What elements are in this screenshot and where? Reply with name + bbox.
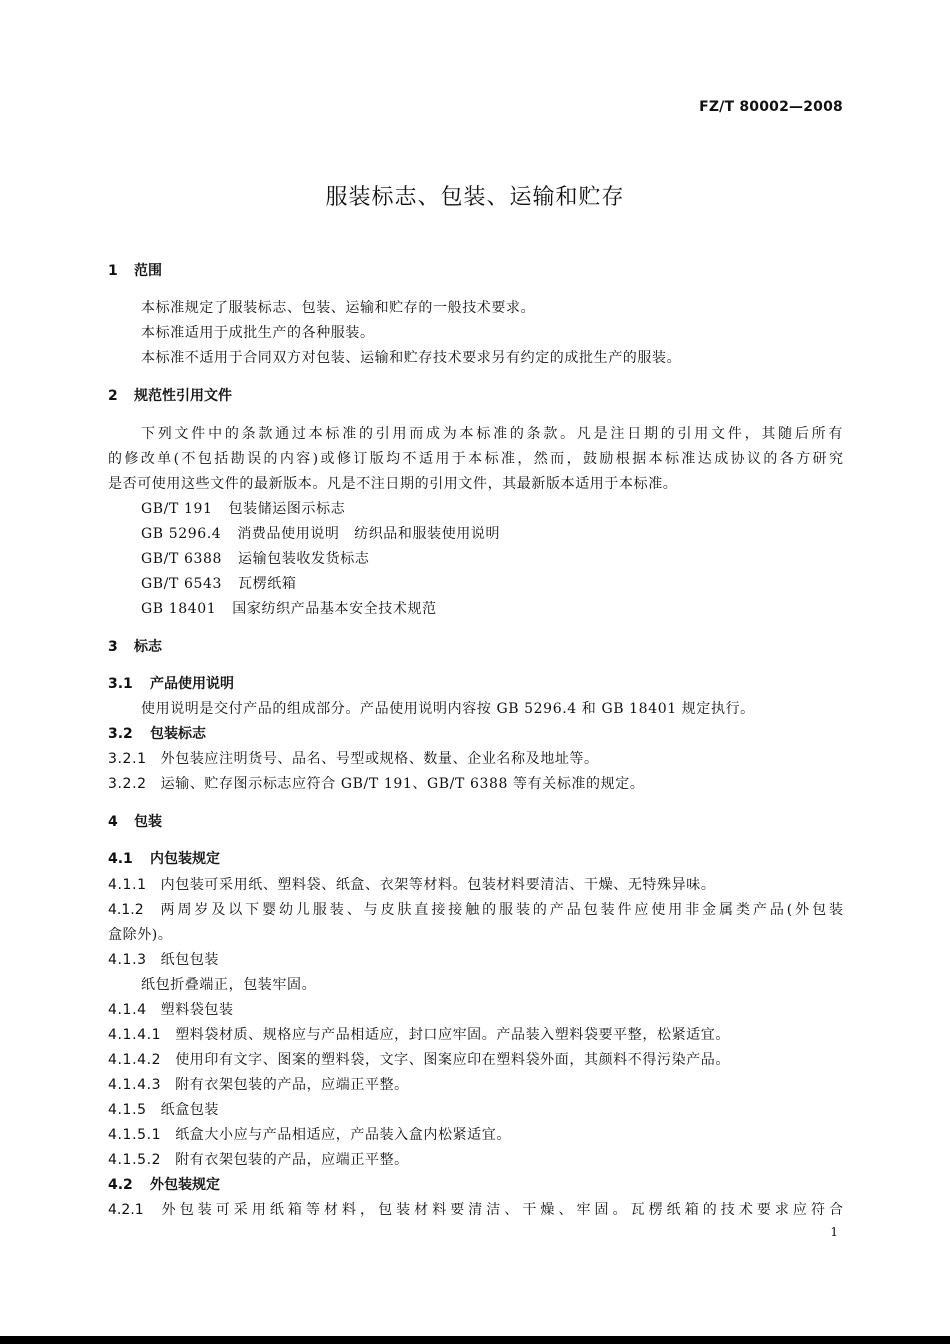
bottom-border [0,1336,950,1344]
section-1-para-3: 本标准不适用于合同双方对包装、运输和贮存技术要求另有约定的成批生产的服装。 [141,350,682,366]
clause-4-2-1: 4.2.1 外包装可采用纸箱等材料，包装材料要清洁、干燥、牢固。瓦楞纸箱的技术要求应符合 [108,1202,843,1218]
clause-3-1-text: 使用说明是交付产品的组成部分。产品使用说明内容按 GB 5296.4 和 GB 18401 规定执行。 [141,701,755,717]
reference-item: GB 5296.4 消费品使用说明 纺织品和服装使用说明 [141,526,501,542]
clause-4-1-2-line-1: 4.1.2 两周岁及以下婴幼儿服装、与皮肤直接接触的服装的产品包装件应使用非金属类产品(外包装 [108,902,843,918]
section-2-intro-line-1: 下列文件中的条款通过本标准的引用而成为本标准的条款。凡是注日期的引用文件，其随后所有 [141,426,843,442]
clause-4-1-heading: 4.1 内包装规定 [108,851,220,867]
section-2-heading: 2 规范性引用文件 [108,388,232,404]
document-title: 服装标志、包装、运输和贮存 [325,185,625,210]
clause-4-1-4-3: 4.1.4.3 附有衣架包装的产品，应端正平整。 [108,1077,409,1093]
page-number: 1 [830,1225,838,1239]
clause-4-1-2-line-2: 盒除外)。 [108,927,173,943]
section-2-intro-line-2: 的修改单(不包括勘误的内容)或修订版均不适用于本标准，然而，鼓励根据本标准达成协议的各方研究 [108,451,843,467]
reference-item: GB/T 191 包装储运图示标志 [141,501,346,517]
clause-4-1-1: 4.1.1 内包装可采用纸、塑料袋、纸盒、衣架等材料。包装材料要清洁、干燥、无特殊异味。 [108,877,716,893]
clause-3-2-2: 3.2.2 运输、贮存图示标志应符合 GB/T 191、GB/T 6388 等有关标准的规定。 [108,776,645,792]
clause-4-1-5-1: 4.1.5.1 纸盒大小应与产品相适应，产品装入盒内松紧适宜。 [108,1127,511,1143]
section-2-intro-line-3: 是否可使用这些文件的最新版本。凡是不注日期的引用文件，其最新版本适用于本标准。 [108,476,678,492]
clause-4-1-3-text: 纸包折叠端正，包装牢固。 [141,977,317,993]
clause-4-1-5-2: 4.1.5.2 附有衣架包装的产品，应端正平整。 [108,1152,409,1168]
clause-4-1-4-1: 4.1.4.1 塑料袋材质、规格应与产品相适应，封口应牢固。产品装入塑料袋要平整，松紧适宜。 [108,1027,730,1043]
section-1-para-2: 本标准适用于成批生产的各种服装。 [141,325,375,341]
section-4-heading: 4 包装 [108,814,162,830]
reference-item: GB 18401 国家纺织产品基本安全技术规范 [141,601,437,617]
clause-4-2-heading: 4.2 外包装规定 [108,1177,220,1193]
section-1-para-1: 本标准规定了服装标志、包装、运输和贮存的一般技术要求。 [141,300,536,316]
section-3-heading: 3 标志 [108,639,162,655]
clause-4-1-4-2: 4.1.4.2 使用印有文字、图案的塑料袋，文字、图案应印在塑料袋外面，其颜料不得污染产品。 [108,1052,730,1068]
reference-item: GB/T 6388 运输包装收发货标志 [141,551,370,567]
clause-4-1-3-heading: 4.1.3 纸包包装 [108,952,220,968]
clause-4-1-5-heading: 4.1.5 纸盒包装 [108,1102,220,1118]
clause-3-1-heading: 3.1 产品使用说明 [108,676,234,692]
clause-3-2-heading: 3.2 包装标志 [108,726,206,742]
clause-3-2-1: 3.2.1 外包装应注明货号、品名、号型或规格、数量、企业名称及地址等。 [108,751,599,767]
clause-4-1-4-heading: 4.1.4 塑料袋包装 [108,1002,234,1018]
reference-item: GB/T 6543 瓦楞纸箱 [141,576,297,592]
section-1-heading: 1 范围 [108,263,162,279]
standard-code: FZ/T 80002—2008 [699,99,843,115]
